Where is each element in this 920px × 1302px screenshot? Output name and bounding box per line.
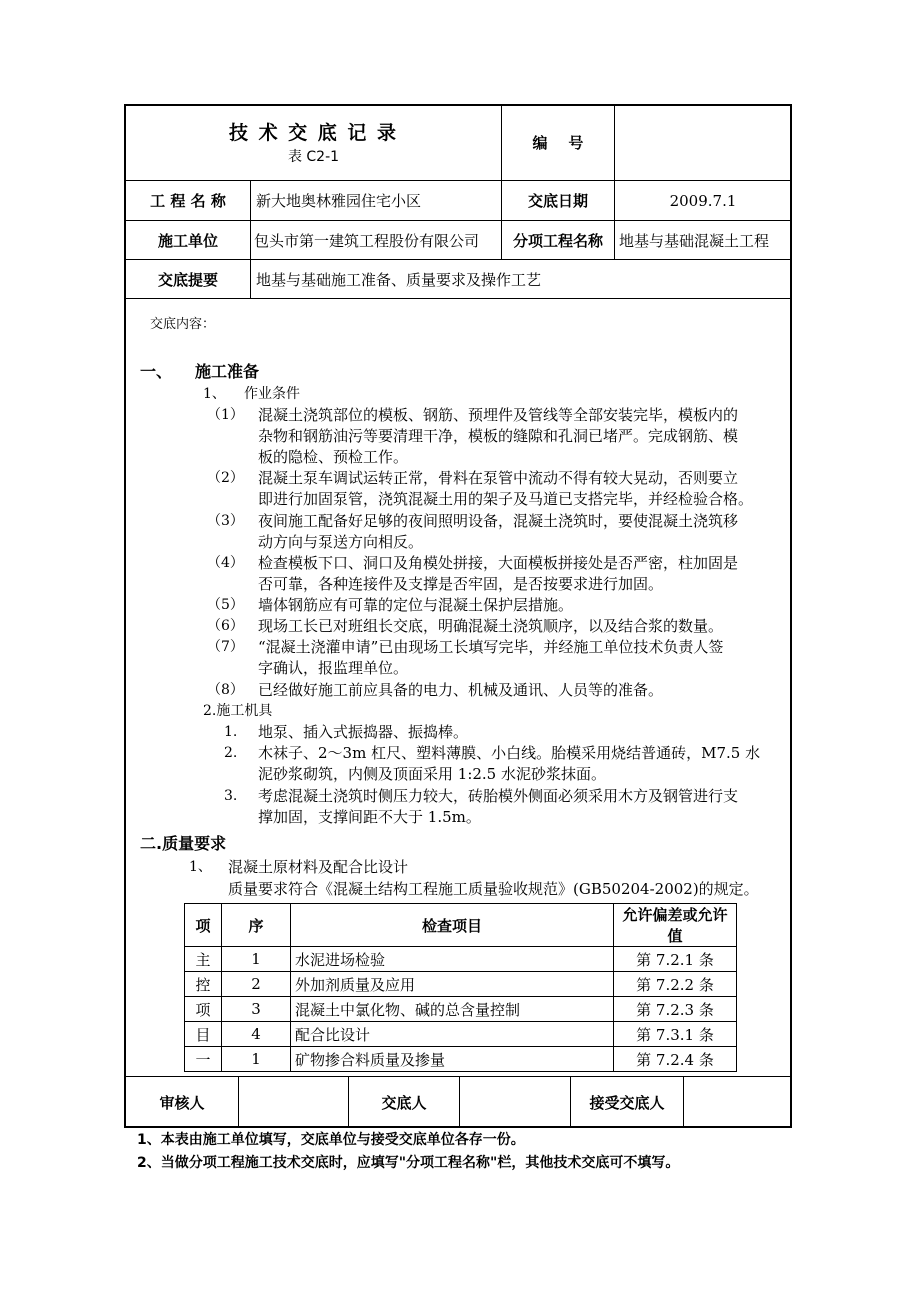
condition-line: 夜间施工配备好足够的夜间照明设备，混凝土浇筑时，要使混凝土浇筑移 xyxy=(258,512,739,530)
unit-label: 施工单位 xyxy=(157,231,218,250)
tool-line: 考虑混凝土浇筑时侧压力较大，砖胎模外侧面必须采用木方及钢管进行支 xyxy=(258,787,739,805)
tool-line: 木袜子、2～3m 杠尺、塑料薄膜、小白线。胎模采用烧结普通砖，M7.5 水 xyxy=(258,744,761,762)
condition-line: 混凝土浇筑部位的模板、钢筋、预埋件及管线等全部安装完毕，模板内的 xyxy=(258,406,739,424)
group-char: 控 xyxy=(185,972,222,997)
sub3-number: 1、 xyxy=(189,859,212,875)
seq-cell: 3 xyxy=(222,997,291,1022)
date-value[interactable]: 2009.7.1 xyxy=(669,191,737,210)
table-header: 允许偏差或允许值 xyxy=(614,904,737,947)
table-header: 项 xyxy=(185,904,222,947)
project-name-label: 工 程 名 称 xyxy=(150,192,226,210)
tool-number: 2. xyxy=(224,745,238,761)
condition-number: （3） xyxy=(207,513,244,529)
table-row xyxy=(185,997,737,1022)
condition-number: （2） xyxy=(207,470,244,486)
sub1-title: 作业条件 xyxy=(244,386,300,402)
footnote: 2、当做分项工程施工技术交底时，应填写"分项工程名称"栏，其他技术交底可不填写。 xyxy=(137,1155,680,1171)
sub2-title: 2.施工机具 xyxy=(203,703,273,719)
condition-number: （1） xyxy=(207,407,244,423)
grid-line xyxy=(124,298,792,299)
quality-note: 质量要求符合《混凝土结构工程施工质量验收规范》(GB50204-2002)的规定。 xyxy=(228,880,759,898)
condition-number: （4） xyxy=(207,555,244,571)
reviewer-field[interactable] xyxy=(239,1077,348,1127)
condition-line: 即进行加固泵管，浇筑混凝土用的架子及马道已支搭完毕，并经检验合格。 xyxy=(258,490,754,508)
tool-line: 泥砂浆砌筑，内侧及顶面采用 1:2.5 水泥砂浆抹面。 xyxy=(258,765,606,783)
value-cell: 第 7.2.4 条 xyxy=(614,1047,737,1072)
table-row xyxy=(185,947,737,972)
receiver-label: 接受交底人 xyxy=(589,1093,665,1112)
condition-number: （5） xyxy=(207,597,244,613)
condition-line: 字确认，报监理单位。 xyxy=(258,659,409,677)
condition-line: 墙体钢筋应有可靠的定位与混凝土保护层措施。 xyxy=(258,596,574,614)
subproject-label: 分项工程名称 xyxy=(512,231,603,250)
condition-line: 杂物和钢筋油污等要清理干净，模板的缝隙和孔洞已堵严。完成钢筋、模 xyxy=(258,427,739,445)
table-row xyxy=(185,1047,737,1072)
discloser-field[interactable] xyxy=(460,1077,570,1127)
condition-line: 板的隐检、预检工作。 xyxy=(258,448,409,466)
tool-line: 地泵、插入式振捣器、振捣棒。 xyxy=(258,723,469,741)
project-name-value[interactable]: 新大地奥林雅园住宅小区 xyxy=(256,192,422,210)
condition-number: （8） xyxy=(207,682,244,698)
condition-line: 现场工长已对班组长交底，明确混凝土浇筑顺序，以及结合浆的数量。 xyxy=(258,617,724,635)
summary-label: 交底提要 xyxy=(157,270,218,289)
tool-line: 撑加固，支撑间距不大于 1.5m。 xyxy=(258,808,481,826)
group-char: 项 xyxy=(185,997,222,1022)
value-cell: 第 7.3.1 条 xyxy=(614,1022,737,1047)
form-title: 技 术 交 底 记 录 xyxy=(228,122,399,144)
seq-cell: 1 xyxy=(222,947,291,972)
table-header: 检查项目 xyxy=(291,904,614,947)
condition-number: （7） xyxy=(207,639,244,655)
section1-title: 施工准备 xyxy=(195,362,260,381)
group-char: 主 xyxy=(185,947,222,972)
group-char: 目 xyxy=(185,1022,222,1047)
item-cell: 配合比设计 xyxy=(291,1022,614,1047)
tool-number: 1. xyxy=(224,724,238,740)
section1-number: 一、 xyxy=(140,362,173,381)
section2-title: 二.质量要求 xyxy=(140,834,227,853)
subproject-value[interactable]: 地基与基础混凝土工程 xyxy=(619,231,770,250)
condition-line: 检查模板下口、洞口及角模处拼接，大面模板拼接处是否严密，柱加固是 xyxy=(258,554,739,572)
sub1-number: 1、 xyxy=(203,386,226,402)
discloser-label: 交底人 xyxy=(381,1093,427,1112)
reviewer-label: 审核人 xyxy=(159,1093,205,1112)
value-cell: 第 7.2.1 条 xyxy=(614,947,737,972)
date-label: 交底日期 xyxy=(527,192,588,210)
number-value[interactable] xyxy=(615,104,791,180)
table-header: 序 xyxy=(222,904,291,947)
table-row xyxy=(185,1022,737,1047)
footnote: 1、本表由施工单位填写，交底单位与接受交底单位各存一份。 xyxy=(137,1132,525,1148)
condition-line: 否可靠，各种连接件及支撑是否牢固，是否按要求进行加固。 xyxy=(258,575,664,593)
unit-value[interactable]: 包头市第一建筑工程股份有限公司 xyxy=(254,231,480,250)
seq-cell: 1 xyxy=(222,1047,291,1072)
grid-line xyxy=(250,180,251,299)
table-row xyxy=(185,972,737,997)
receiver-field[interactable] xyxy=(684,1077,790,1127)
form-code: 表 C2-1 xyxy=(287,149,340,165)
seq-cell: 4 xyxy=(222,1022,291,1047)
condition-line: 动方向与泵送方向相反。 xyxy=(258,533,424,551)
value-cell: 第 7.2.3 条 xyxy=(614,997,737,1022)
item-cell: 混凝土中氯化物、碱的总含量控制 xyxy=(291,997,614,1022)
content-intro: 交底内容： xyxy=(150,317,216,332)
condition-number: （6） xyxy=(207,618,244,634)
quality-table xyxy=(184,903,737,1072)
condition-line: 已经做好施工前应具备的电力、机械及通讯、人员等的准备。 xyxy=(258,681,664,699)
sub3-title: 混凝土原材料及配合比设计 xyxy=(228,858,409,876)
tool-number: 3. xyxy=(224,788,238,804)
condition-line: 混凝土泵车调试运转正常，骨料在泵管中流动不得有较大晃动，否则要立 xyxy=(258,469,739,487)
condition-line: “混凝土浇灌申请”已由现场工长填写完毕，并经施工单位技术负责人签 xyxy=(258,638,724,656)
seq-cell: 2 xyxy=(222,972,291,997)
group-char: 一 xyxy=(185,1047,222,1072)
summary-value[interactable]: 地基与基础施工准备、质量要求及操作工艺 xyxy=(256,270,542,289)
number-label: 编 号 xyxy=(532,133,584,152)
item-cell: 矿物掺合料质量及掺量 xyxy=(291,1047,614,1072)
table-header-row xyxy=(185,904,737,947)
item-cell: 外加剂质量及应用 xyxy=(291,972,614,997)
value-cell: 第 7.2.2 条 xyxy=(614,972,737,997)
item-cell: 水泥进场检验 xyxy=(291,947,614,972)
